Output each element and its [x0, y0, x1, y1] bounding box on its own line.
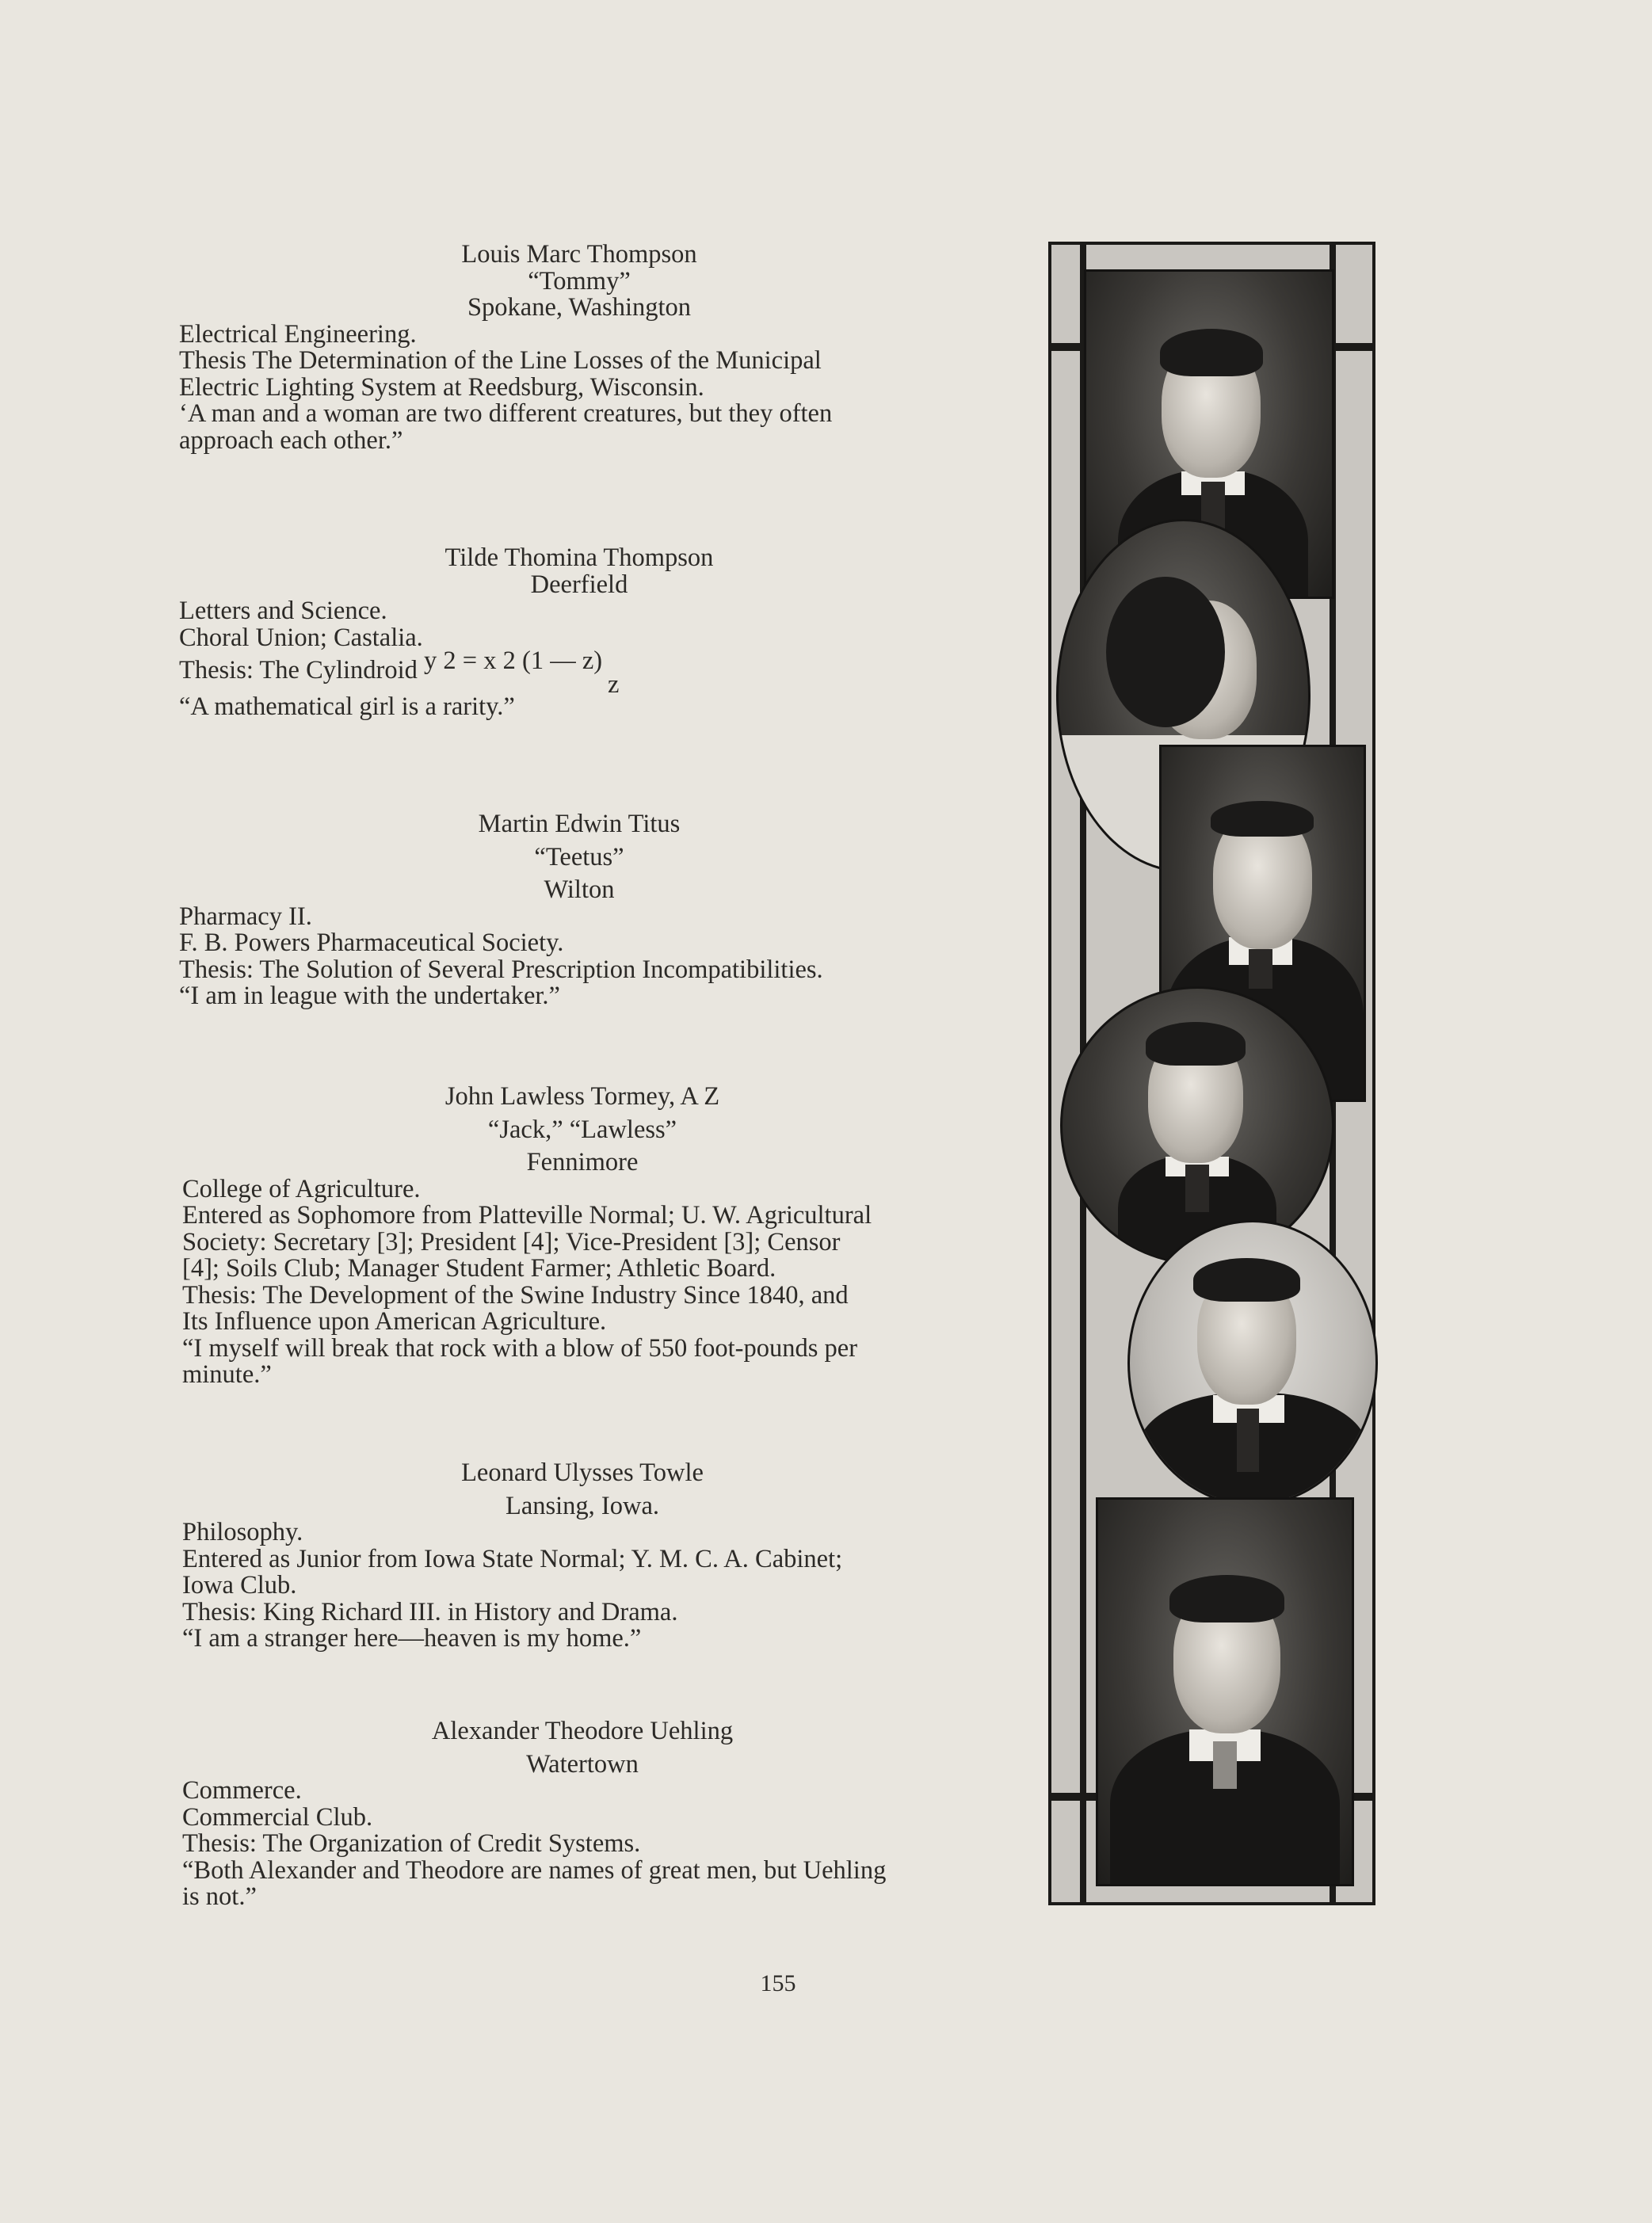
cylindroid-equation: y 2 = x 2 (1 — z) z: [424, 646, 620, 699]
student-thesis: Thesis: The Development of the Swine Industry Since 1840, and Its Influence upon American Agriculture.: [182, 1280, 849, 1336]
entry-louis-marc-thompson: [179, 242, 979, 454]
student-course: Commerce.: [182, 1776, 302, 1805]
student-thesis: Thesis The Determination of the Line Losses of the Municipal Electric Lighting System at Reedsburg, Wisconsin.: [179, 346, 822, 402]
student-nickname: “Tommy”: [528, 266, 631, 296]
student-activities: Choral Union; Castalia.: [179, 623, 423, 652]
student-quote: “A mathematical girl is a rarity.”: [179, 692, 515, 721]
portrait-hair: [1169, 1575, 1284, 1622]
student-thesis: Thesis: The Cylindroid y 2 = x 2 (1 — z) z: [179, 646, 620, 699]
student-quote: “I am in league with the undertaker.”: [179, 982, 560, 1010]
student-thesis: Thesis: The Solution of Several Prescription Incompatibilities.: [179, 955, 823, 984]
page-number: 155: [760, 1970, 796, 1996]
student-hometown: Lansing, Iowa.: [505, 1491, 660, 1520]
portrait-column: [1048, 242, 1375, 1905]
portrait-tie: [1237, 1409, 1259, 1472]
student-quote: “I myself will break that rock with a blow of 550 foot-pounds per minute.”: [182, 1333, 858, 1389]
entry-john-lawless-tormey: [182, 1084, 982, 1389]
portrait-tie: [1249, 949, 1272, 989]
entry-leonard-ulysses-towle: [182, 1460, 982, 1653]
student-quote: “I am a stranger here—heaven is my home.”: [182, 1624, 642, 1653]
student-activities: Commercial Club.: [182, 1802, 373, 1832]
student-activities: Entered as Sophomore from Platteville Normal; U. W. Agricultural Society: Secretary [3]; President [4]; Vice-President [3]; Censor [4]; Soils Club; Manager Student Farmer; Athletic Board.: [182, 1201, 872, 1283]
portrait-tie: [1185, 1165, 1209, 1212]
student-activities: F. B. Powers Pharmaceutical Society.: [179, 928, 564, 957]
entry-alexander-theodore-uehling: [182, 1718, 982, 1911]
portrait-tie: [1213, 1741, 1237, 1789]
student-hometown: Spokane, Washington: [467, 293, 692, 322]
student-hometown: Deerfield: [530, 570, 628, 599]
student-course: Letters and Science.: [179, 597, 387, 625]
student-activities: Entered as Junior from Iowa State Normal; Y. M. C. A. Cabinet; Iowa Club.: [182, 1544, 843, 1600]
student-quote: ‘A man and a woman are two different creatures, but they often approach each other.”: [179, 399, 833, 455]
portrait-hair: [1160, 329, 1263, 376]
student-nickname: “Jack,” “Lawless”: [487, 1115, 677, 1144]
portrait-leonard-ulysses-towle: [1127, 1220, 1378, 1506]
student-name: Martin Edwin Titus: [478, 810, 681, 838]
student-hometown: Wilton: [544, 875, 615, 904]
student-thesis: Thesis: The Organization of Credit Systems.: [182, 1829, 641, 1858]
student-name: Louis Marc Thompson: [461, 240, 697, 269]
portrait-hair: [1193, 1258, 1300, 1302]
student-name: Alexander Theodore Uehling: [431, 1717, 734, 1745]
student-course: College of Agriculture.: [182, 1174, 421, 1203]
student-hometown: Fennimore: [526, 1148, 639, 1176]
student-course: Philosophy.: [182, 1518, 303, 1546]
entry-martin-edwin-titus: [179, 811, 979, 1010]
student-hometown: Watertown: [526, 1749, 639, 1779]
portrait-john-lawless-tormey: [1060, 986, 1334, 1264]
student-thesis: Thesis: King Richard III. in History and Drama.: [182, 1597, 678, 1626]
student-name: Leonard Ulysses Towle: [461, 1458, 704, 1487]
student-name: Tilde Thomina Thompson: [444, 543, 714, 572]
student-course: Electrical Engineering.: [179, 319, 417, 349]
portrait-hair: [1106, 577, 1225, 727]
portrait-hair: [1211, 801, 1314, 837]
portrait-hair: [1146, 1022, 1246, 1066]
student-quote: “Both Alexander and Theodore are names of great men, but Uehling is not.”: [182, 1855, 887, 1911]
student-name: John Lawless Tormey, A Z: [444, 1082, 720, 1111]
entry-tilde-thomina-thompson: [179, 545, 979, 720]
portrait-alexander-theodore-uehling: [1096, 1497, 1354, 1886]
student-course: Pharmacy II.: [179, 902, 312, 931]
student-nickname: “Teetus”: [534, 842, 624, 871]
